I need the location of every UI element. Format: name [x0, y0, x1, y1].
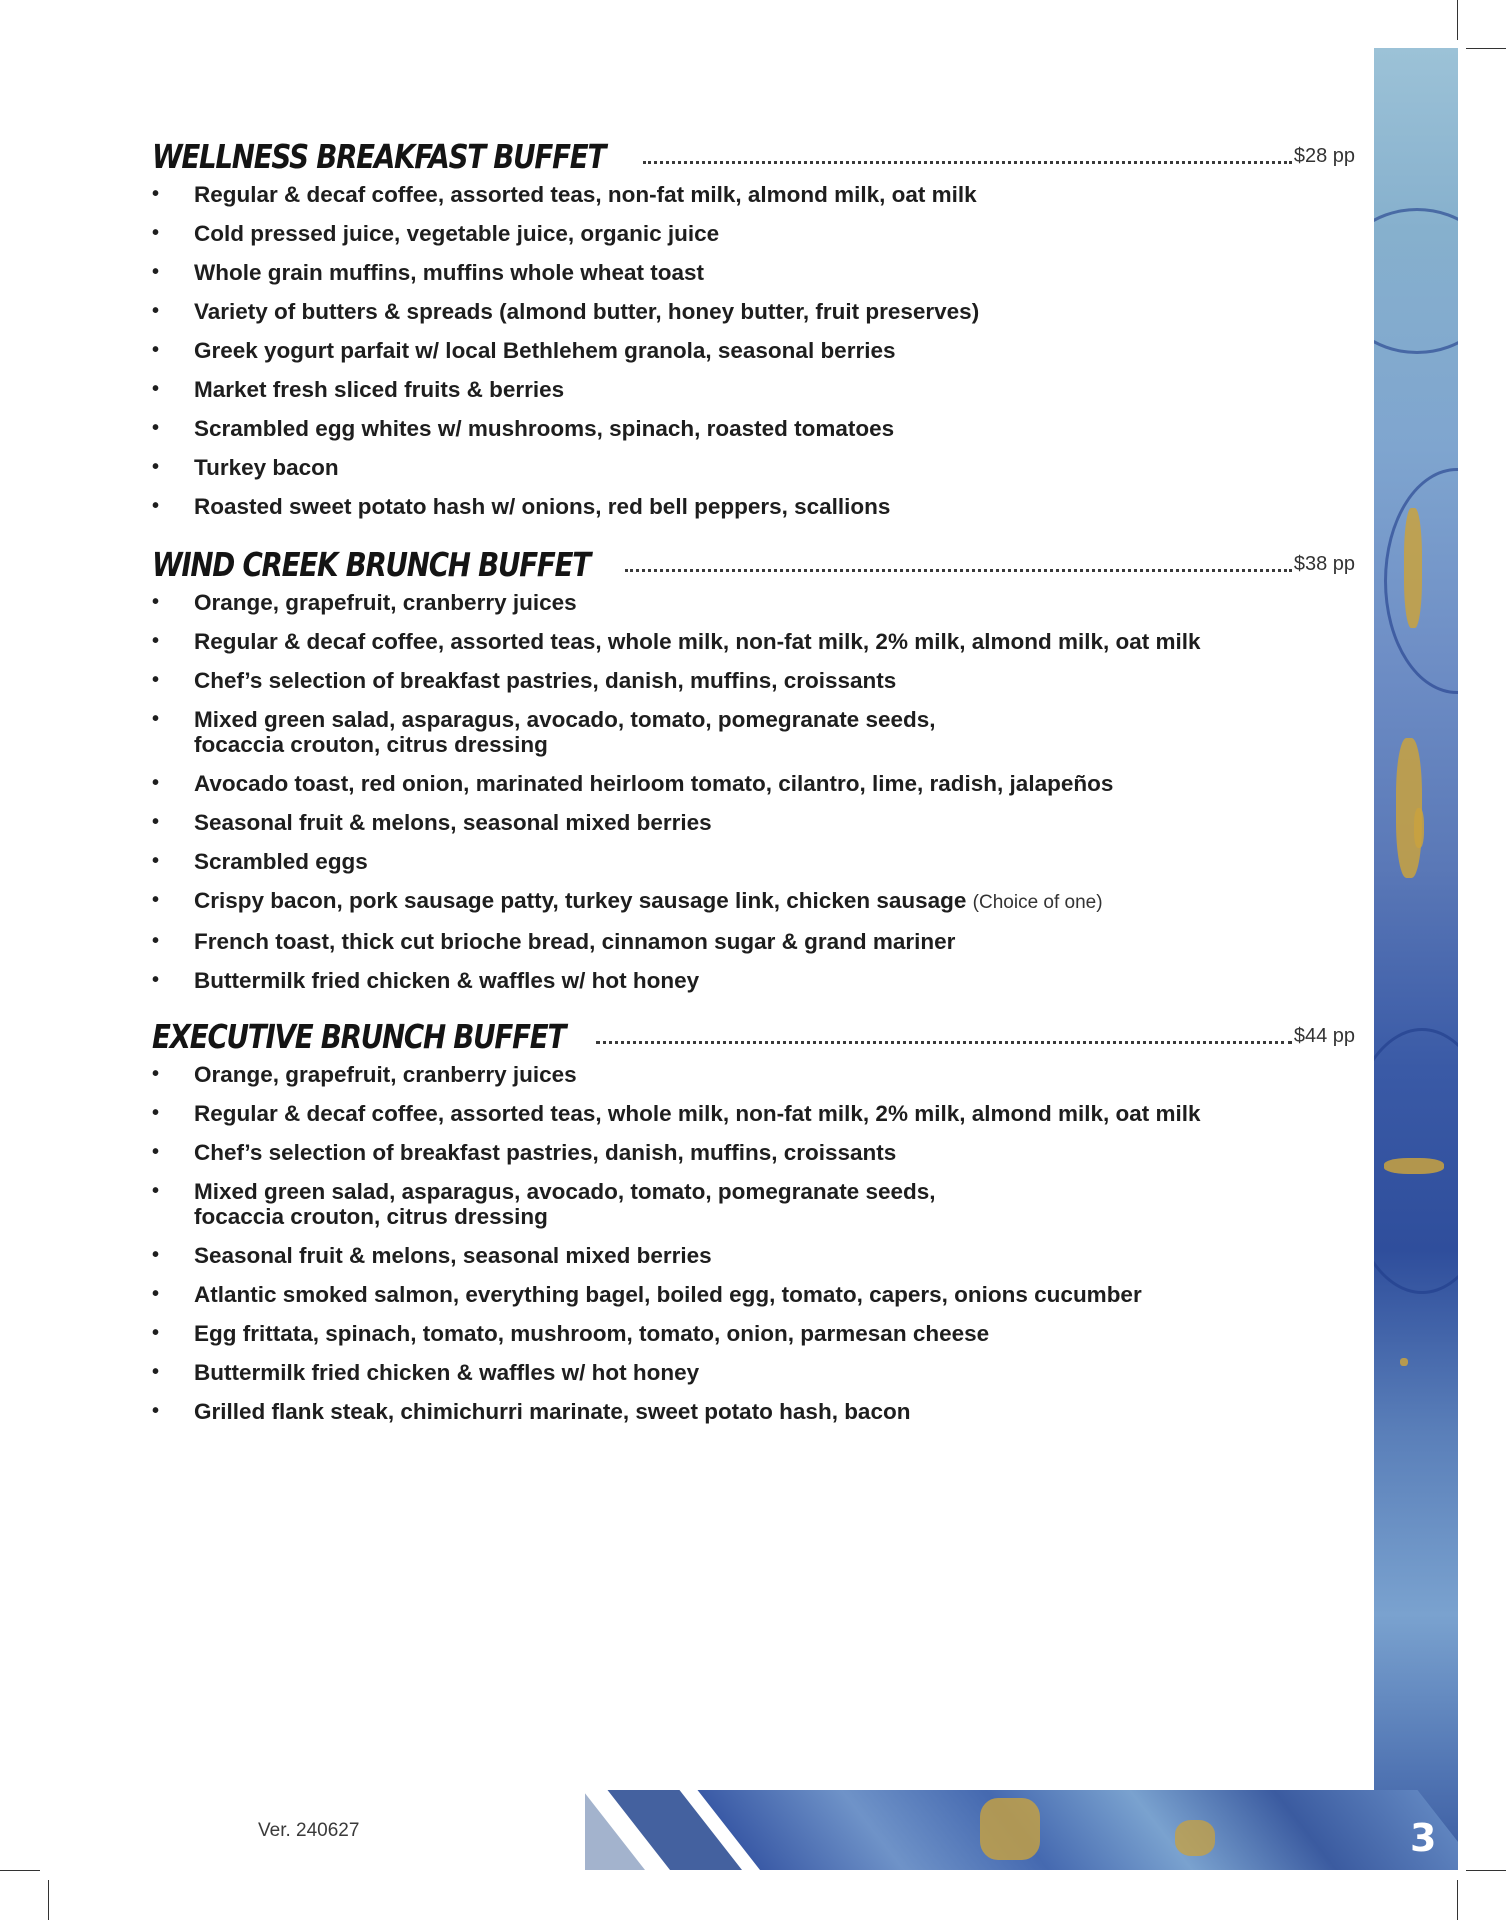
- crop-mark: [0, 1870, 40, 1871]
- list-item: • Turkey bacon: [152, 455, 1355, 480]
- list-item: • Scrambled egg whites w/ mushrooms, spinach, roasted tomatoes: [152, 416, 1355, 441]
- list-item: • Buttermilk fried chicken & waffles w/ hot honey: [152, 1360, 1355, 1385]
- list-item: • Atlantic smoked salmon, everything bagel, boiled egg, tomato, capers, onions cucumber: [152, 1282, 1355, 1307]
- list-item: • Crispy bacon, pork sausage patty, turkey sausage link, chicken sausage (Choice of one): [152, 888, 1355, 915]
- list-item: • Chef’s selection of breakfast pastries, danish, muffins, croissants: [152, 1140, 1355, 1165]
- list-item: • Scrambled eggs: [152, 849, 1355, 874]
- list-item: • Variety of butters & spreads (almond butter, honey butter, fruit preserves): [152, 299, 1355, 324]
- section-title: WIND CREEK BRUNCH BUFFET: [152, 545, 590, 584]
- version-label: Ver. 240627: [258, 1820, 360, 1841]
- list-item: • Roasted sweet potato hash w/ onions, red bell peppers, scallions: [152, 494, 1355, 519]
- list-item: • Regular & decaf coffee, assorted teas, whole milk, non-fat milk, 2% milk, almond milk, oat milk: [152, 629, 1355, 654]
- list-item: • Whole grain muffins, muffins whole wheat toast: [152, 260, 1355, 285]
- section-price: $28 pp: [1293, 145, 1355, 167]
- list-item: • Orange, grapefruit, cranberry juices: [152, 590, 1355, 615]
- list-item: • Chef’s selection of breakfast pastries, danish, muffins, croissants: [152, 668, 1355, 693]
- list-item: • Seasonal fruit & melons, seasonal mixed berries: [152, 810, 1355, 835]
- list-item: • Orange, grapefruit, cranberry juices: [152, 1062, 1355, 1087]
- crop-mark: [1457, 0, 1458, 40]
- list-item: • Buttermilk fried chicken & waffles w/ hot honey: [152, 968, 1355, 993]
- list-item: • Egg frittata, spinach, tomato, mushroom, tomato, onion, parmesan cheese: [152, 1321, 1355, 1346]
- crop-mark: [1457, 1880, 1458, 1920]
- list-item: • Market fresh sliced fruits & berries: [152, 377, 1355, 402]
- footer-marble: [697, 1790, 1458, 1870]
- section-price: $38 pp: [1293, 553, 1355, 575]
- footer-stripe-decoration: [585, 1790, 1458, 1870]
- list-item: • Grilled flank steak, chimichurri marinate, sweet potato hash, bacon: [152, 1399, 1355, 1424]
- list-item: • Greek yogurt parfait w/ local Bethlehem granola, seasonal berries: [152, 338, 1355, 363]
- section-title: WELLNESS BREAKFAST BUFFET: [152, 137, 606, 176]
- dot-leader: [596, 1041, 1292, 1044]
- gold-fleck: [980, 1798, 1040, 1860]
- menu-section-executive: [152, 1008, 1355, 1438]
- menu-item-list: [152, 590, 1355, 993]
- crop-mark: [48, 1880, 49, 1920]
- list-item: • French toast, thick cut brioche bread, cinnamon sugar & grand mariner: [152, 929, 1355, 954]
- dot-leader: [643, 161, 1291, 164]
- menu-item-list: [152, 182, 1355, 519]
- list-item: • Cold pressed juice, vegetable juice, organic juice: [152, 221, 1355, 246]
- crop-mark: [1466, 48, 1506, 49]
- marble-side-decoration: [1374, 48, 1458, 1870]
- menu-section-wind-creek: [152, 536, 1355, 1007]
- list-item: • Mixed green salad, asparagus, avocado, tomato, pomegranate seeds, focaccia crouton, citrus dressing: [152, 1179, 1355, 1229]
- dot-leader: [625, 569, 1291, 572]
- list-item: • Regular & decaf coffee, assorted teas, non-fat milk, almond milk, oat milk: [152, 182, 1355, 207]
- page-number: 3: [1410, 1816, 1437, 1860]
- section-title: EXECUTIVE BRUNCH BUFFET: [152, 1017, 566, 1056]
- list-item: • Regular & decaf coffee, assorted teas, whole milk, non-fat milk, 2% milk, almond milk, oat milk: [152, 1101, 1355, 1126]
- menu-section-wellness: [152, 128, 1355, 533]
- choice-note: (Choice of one): [972, 892, 1103, 913]
- gold-fleck: [1175, 1820, 1215, 1856]
- crop-mark: [1466, 1870, 1506, 1871]
- menu-item-list: [152, 1062, 1355, 1424]
- list-item: • Mixed green salad, asparagus, avocado, tomato, pomegranate seeds, focaccia crouton, citrus dressing: [152, 707, 1355, 757]
- list-item: • Avocado toast, red onion, marinated heirloom tomato, cilantro, lime, radish, jalapeños: [152, 771, 1355, 796]
- section-price: $44 pp: [1293, 1025, 1355, 1047]
- list-item: • Seasonal fruit & melons, seasonal mixed berries: [152, 1243, 1355, 1268]
